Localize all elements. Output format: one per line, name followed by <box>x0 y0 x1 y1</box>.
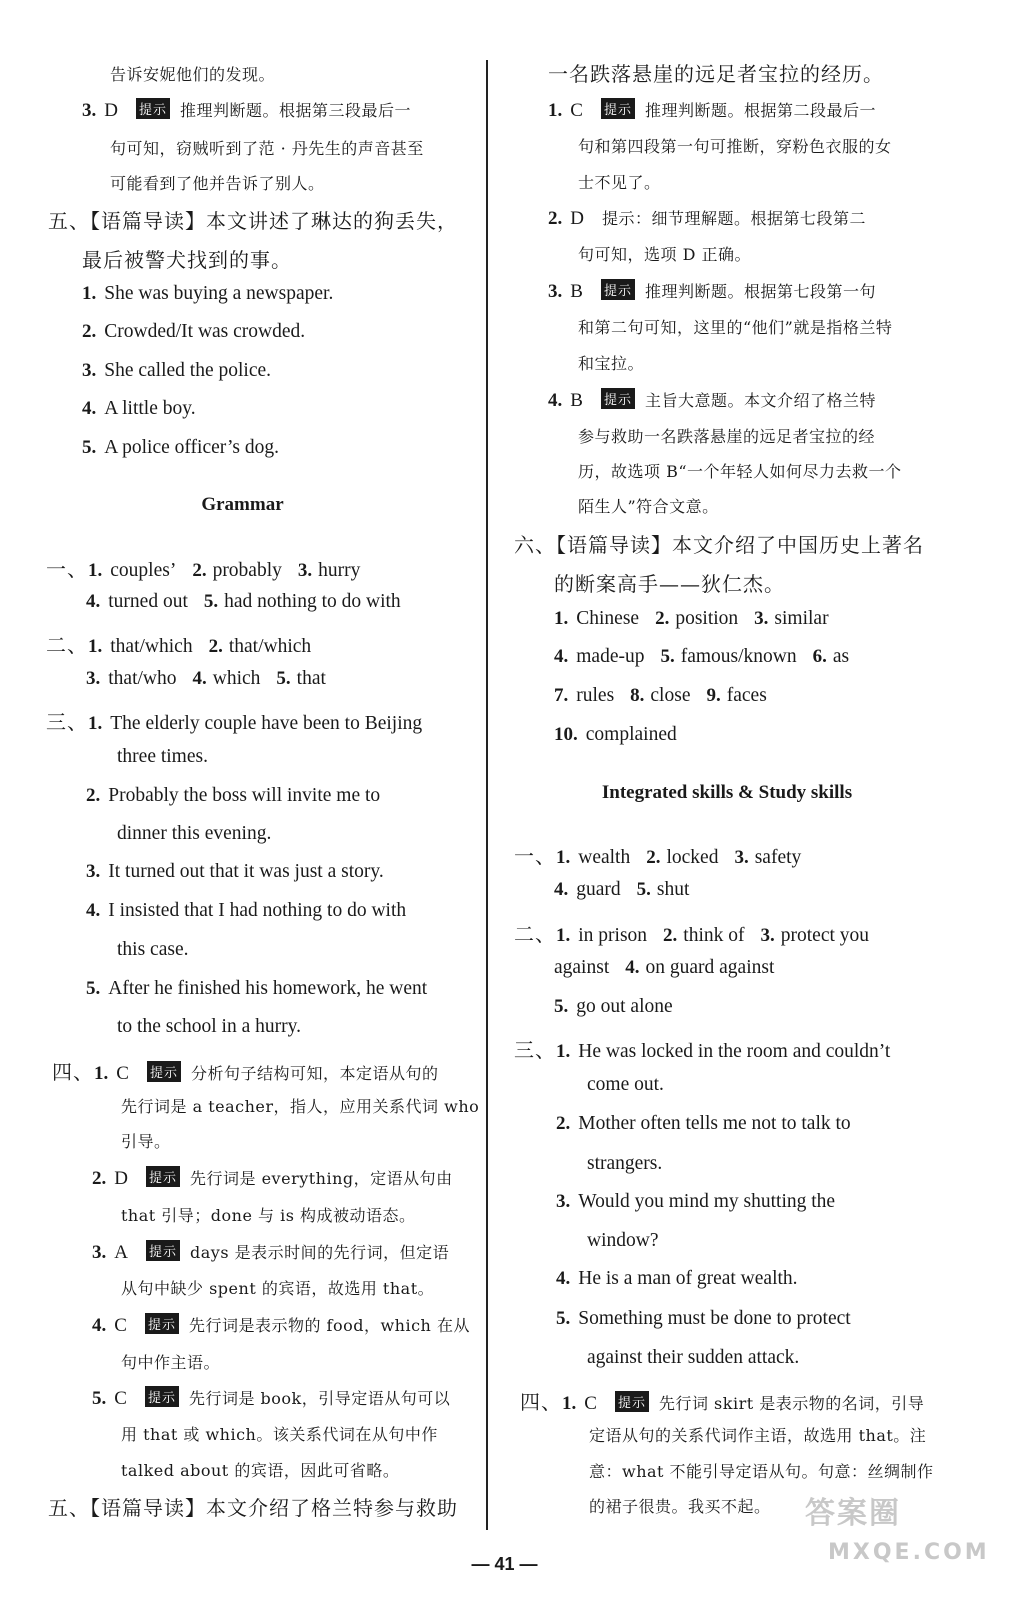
grammar-3-item-1: 三、1. The elderly couple have been to Beijing <box>46 712 423 734</box>
grammar-1-row-2: 4. turned out 5. had nothing to do with <box>86 591 401 612</box>
text-line: 士不见了。 <box>578 173 661 192</box>
grammar-2-row-1: 二、1. that/which 2. that/which <box>46 635 312 657</box>
integrated-2-row-1: 二、1. in prison 2. think of 3. protect you <box>514 924 870 946</box>
section-5b-intro: 五、【语篇导读】本文介绍了格兰特参与救助 <box>48 1496 458 1520</box>
watermark-logo: 答案圈 <box>805 1496 901 1531</box>
text-line: this case. <box>117 939 189 960</box>
text-line: 句可知，选项 D 正确。 <box>578 245 752 264</box>
answer-1: 1. C 提示 推理判断题。根据第二段最后一 <box>548 100 876 121</box>
answer-3: 3. B 提示 推理判断题。根据第七段第一句 <box>548 281 876 302</box>
integrated-1-row-1: 一、1. wealth 2. locked 3. safety <box>514 846 802 868</box>
grammar-4-item-4: 4. C 提示 先行词是表示物的 food，which 在从 <box>92 1315 470 1336</box>
integrated-2-row-3: 5. go out alone <box>554 996 673 1017</box>
hint-badge: 提示 <box>146 1240 180 1261</box>
text-line: dinner this evening. <box>117 823 272 844</box>
grammar-3-item-5: 5. After he finished his homework, he went <box>86 978 428 999</box>
section-6-row-2: 4. made-up 5. famous/known 6. as <box>554 646 850 667</box>
integrated-1-row-2: 4. guard 5. shut <box>554 879 690 900</box>
grammar-1-row-1: 一、1. couples’ 2. probably 3. hurry <box>46 559 361 581</box>
integrated-3-item-1: 三、1. He was locked in the room and couldn’t <box>514 1040 891 1062</box>
text-line: window? <box>587 1230 659 1251</box>
text-line: 句可知，窃贼听到了范 · 丹先生的声音甚至 <box>110 139 424 158</box>
integrated-3-item-2: 2. Mother often tells me not to talk to <box>556 1113 851 1134</box>
grammar-3-item-4: 4. I insisted that I had nothing to do with <box>86 900 407 921</box>
text-line: come out. <box>587 1074 664 1095</box>
grammar-3-item-2: 2. Probably the boss will invite me to <box>86 785 381 806</box>
grammar-4-item-3: 3. A 提示 days 是表示时间的先行词，但定语 <box>92 1242 450 1263</box>
grammar-4-item-5: 5. C 提示 先行词是 book，引导定语从句可以 <box>92 1388 451 1409</box>
hint-badge: 提示 <box>146 1166 180 1187</box>
list-item: 3. She called the police. <box>82 360 272 381</box>
text-line: 句和第四段第一句可推断，穿粉色衣服的女 <box>578 137 892 156</box>
grammar-4-item-2: 2. D 提示 先行词是 everything，定语从句由 <box>92 1168 453 1189</box>
integrated-skills-heading: Integrated skills & Study skills <box>601 782 853 803</box>
text-line: 的裙子很贵。我买不起。 <box>589 1497 771 1516</box>
text-line: 句中作主语。 <box>121 1353 221 1372</box>
text-line: 意：what 不能引导定语从句。句意：丝绸制作 <box>589 1462 934 1481</box>
section-5-intro-cont: 最后被警犬找到的事。 <box>82 248 292 272</box>
integrated-2-row-2: against 4. on guard against <box>554 957 775 978</box>
watermark-url: MXQE.COM <box>828 1540 990 1565</box>
text-line: against their sudden attack. <box>587 1347 800 1368</box>
integrated-3-item-4: 4. He is a man of great wealth. <box>556 1268 798 1289</box>
hint-badge: 提示 <box>147 1061 181 1082</box>
text-line: talked about 的宾语，因此可省略。 <box>121 1461 400 1480</box>
text-line: 陌生人”符合文意。 <box>578 497 719 516</box>
section-6-intro: 六、【语篇导读】本文介绍了中国历史上著名 <box>514 533 924 557</box>
text-line: that 引导；done 与 is 构成被动语态。 <box>121 1206 416 1225</box>
list-item: 4. A little boy. <box>82 398 196 419</box>
list-item: 2. Crowded/It was crowded. <box>82 321 306 342</box>
hint-badge: 提示 <box>601 388 635 409</box>
section-6-row-4: 10. complained <box>554 724 677 745</box>
text-line: 和宝拉。 <box>578 354 645 373</box>
text-line: 和第二句可知，这里的“他们”就是指格兰特 <box>578 318 893 337</box>
answer-3: 3. D 提示 推理判断题。根据第三段最后一 <box>82 100 412 121</box>
answer-4: 4. B 提示 主旨大意题。本文介绍了格兰特 <box>548 390 876 411</box>
text-line: three times. <box>117 746 208 767</box>
text-line: 引导。 <box>121 1132 171 1151</box>
integrated-4-item-1: 四、1. C 提示 先行词 skirt 是表示物的名词，引导 <box>520 1390 925 1414</box>
text-line: strangers. <box>587 1153 663 1174</box>
grammar-2-row-2: 3. that/who 4. which 5. that <box>86 668 326 689</box>
text-line: 可能看到了他并告诉了别人。 <box>110 174 325 193</box>
hint-badge: 提示 <box>136 98 170 119</box>
hint-badge: 提示 <box>615 1391 649 1412</box>
integrated-3-item-3: 3. Would you mind my shutting the <box>556 1191 836 1212</box>
answer-2: 2. D 提示：细节理解题。根据第七段第二 <box>548 208 866 229</box>
grammar-3-item-3: 3. It turned out that it was just a story. <box>86 861 384 882</box>
section-5-intro: 五、【语篇导读】本文讲述了琳达的狗丢失， <box>48 209 458 233</box>
text-line: 参与救助一名跌落悬崖的远足者宝拉的经 <box>578 427 876 446</box>
hint-badge: 提示 <box>601 98 635 119</box>
page-number: — 41 — <box>471 1554 538 1574</box>
section-6-row-3: 7. rules 8. close 9. faces <box>554 685 767 706</box>
text-line: 告诉安妮他们的发现。 <box>110 65 276 84</box>
grammar-4-item-1: 四、1. C 提示 分析句子结构可知，本定语从句的 <box>52 1060 439 1084</box>
list-item: 1. She was buying a newspaper. <box>82 283 334 304</box>
hint-badge: 提示 <box>601 279 635 300</box>
column-divider <box>486 60 488 1530</box>
hint-badge: 提示 <box>145 1313 179 1334</box>
text-line: 用 that 或 which。该关系代词在从句中作 <box>121 1425 438 1444</box>
text-line: 先行词是 a teacher，指人，应用关系代词 who <box>121 1097 480 1116</box>
text-line: to the school in a hurry. <box>117 1016 301 1037</box>
section-6-row-1: 1. Chinese 2. position 3. similar <box>554 608 829 629</box>
text-line: 一名跌落悬崖的远足者宝拉的经历。 <box>548 62 884 86</box>
grammar-heading: Grammar <box>201 494 284 515</box>
text-line: 从句中缺少 spent 的宾语，故选用 that。 <box>121 1279 435 1298</box>
list-item: 5. A police officer’s dog. <box>82 437 279 458</box>
text-line: 历，故选项 B“一个年轻人如何尽力去救一个 <box>578 462 902 481</box>
integrated-3-item-5: 5. Something must be done to protect <box>556 1308 851 1329</box>
text-line: 定语从句的关系代词作主语，故选用 that。注 <box>589 1426 927 1445</box>
section-6-intro-cont: 的断案高手——狄仁杰。 <box>554 572 785 596</box>
hint-badge: 提示 <box>145 1386 179 1407</box>
